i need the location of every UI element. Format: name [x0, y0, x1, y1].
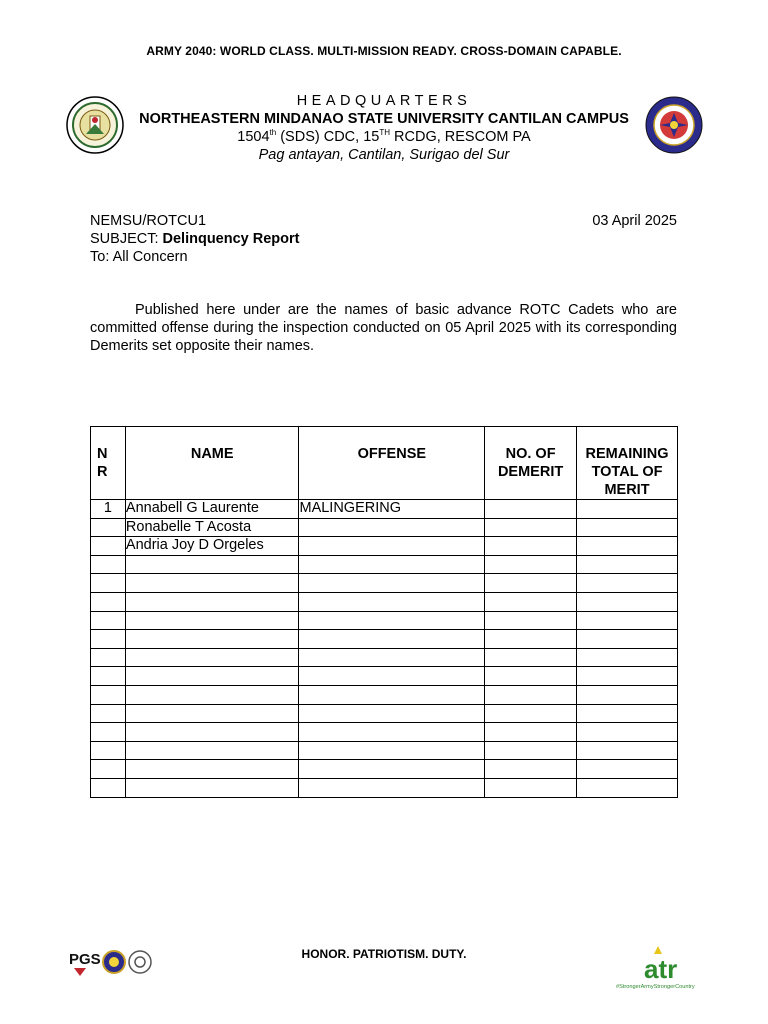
cell-nr	[91, 518, 126, 537]
cell-name	[125, 667, 299, 686]
cell-name	[125, 630, 299, 649]
pgs-logo-text: PGS	[69, 951, 101, 968]
cell-name: Andria Joy D Orgeles	[125, 537, 299, 556]
cell-offense	[299, 667, 485, 686]
certification-icon	[129, 951, 151, 973]
header-demerit: NO. OF DEMERIT	[485, 427, 577, 500]
cell-name	[125, 592, 299, 611]
cell-nr	[91, 555, 126, 574]
cell-offense	[299, 648, 485, 667]
table-row-empty	[91, 630, 678, 649]
cell-remaining	[577, 704, 678, 723]
cell-offense	[299, 592, 485, 611]
cell-demerit	[485, 630, 577, 649]
table-row-empty	[91, 778, 678, 797]
table-row-empty	[91, 648, 678, 667]
cell-demerit	[485, 667, 577, 686]
table-row	[91, 500, 678, 519]
table-body	[91, 500, 678, 798]
campus-address: Pag antayan, Cantilan, Surigao del Sur	[258, 147, 510, 163]
cell-remaining	[577, 760, 678, 779]
cell-offense	[299, 611, 485, 630]
cell-remaining	[577, 537, 678, 556]
cell-demerit	[485, 704, 577, 723]
cell-remaining	[577, 518, 678, 537]
cell-remaining	[577, 555, 678, 574]
cell-nr	[91, 592, 126, 611]
cell-nr	[91, 723, 126, 742]
pgs-logos	[68, 944, 156, 984]
table-row-empty	[91, 667, 678, 686]
table-row-empty	[91, 592, 678, 611]
cell-remaining	[577, 741, 678, 760]
table-row	[91, 537, 678, 556]
cell-name	[125, 611, 299, 630]
header-name: NAME	[125, 427, 299, 500]
cell-offense: MALINGERING	[299, 500, 485, 519]
header-offense: OFFENSE	[299, 427, 485, 500]
table-row-empty	[91, 574, 678, 593]
cell-nr	[91, 537, 126, 556]
body-paragraph: Published here under are the names of basic advance ROTC Cadets who are committed offense during the inspection conducted on 05 April 2025 with its corresponding Demerits set opposite their names.	[90, 302, 677, 354]
cell-remaining	[577, 611, 678, 630]
cell-demerit	[485, 741, 577, 760]
table-row	[91, 518, 678, 537]
memo-reference: NEMSU/ROTCU1	[90, 213, 207, 229]
table-row-empty	[91, 760, 678, 779]
cell-offense	[299, 518, 485, 537]
cell-remaining	[577, 723, 678, 742]
cell-offense	[299, 741, 485, 760]
atr-flame-icon	[654, 946, 662, 954]
header-remaining-merit: REMAINING TOTAL OF MERIT	[577, 427, 678, 500]
memo-date: 03 April 2025	[592, 213, 677, 229]
cell-demerit	[485, 778, 577, 797]
cell-offense	[299, 778, 485, 797]
cell-nr	[91, 685, 126, 704]
cell-offense	[299, 574, 485, 593]
cell-remaining	[577, 685, 678, 704]
cell-demerit	[485, 685, 577, 704]
cell-name	[125, 778, 299, 797]
table-row-empty	[91, 741, 678, 760]
cell-remaining	[577, 592, 678, 611]
cell-name: Ronabelle T Acosta	[125, 518, 299, 537]
cell-offense	[299, 760, 485, 779]
memo-subject: SUBJECT: Delinquency Report	[90, 231, 300, 247]
cell-offense	[299, 723, 485, 742]
university-name: NORTHEASTERN MINDANAO STATE UNIVERSITY CANTILAN CAMPUS	[139, 111, 629, 127]
army-motto: ARMY 2040: WORLD CLASS. MULTI-MISSION READY. CROSS-DOMAIN CAPABLE.	[146, 44, 622, 58]
cell-nr	[91, 648, 126, 667]
cell-nr	[91, 704, 126, 723]
cell-nr: 1	[91, 500, 126, 519]
cell-demerit	[485, 648, 577, 667]
atr-logo-text: atr	[644, 954, 678, 984]
cell-demerit	[485, 592, 577, 611]
cell-name	[125, 574, 299, 593]
table-row-empty	[91, 555, 678, 574]
cell-demerit	[485, 574, 577, 593]
memo-header	[90, 212, 677, 266]
cell-nr	[91, 760, 126, 779]
cell-nr	[91, 741, 126, 760]
cell-nr	[91, 630, 126, 649]
rotc-unit-seal-logo	[645, 96, 703, 154]
cell-offense	[299, 537, 485, 556]
cell-name	[125, 741, 299, 760]
cell-name	[125, 760, 299, 779]
cell-demerit	[485, 611, 577, 630]
table-row-empty	[91, 723, 678, 742]
memo-recipient: To: All Concern	[90, 249, 188, 265]
footer-motto: HONOR. PATRIOTISM. DUTY.	[301, 947, 467, 961]
cell-demerit	[485, 723, 577, 742]
cell-remaining	[577, 667, 678, 686]
table-row-empty	[91, 704, 678, 723]
cell-offense	[299, 630, 485, 649]
cell-nr	[91, 778, 126, 797]
table-row-empty	[91, 685, 678, 704]
pgs-emblem-icon	[74, 968, 86, 976]
cell-remaining	[577, 574, 678, 593]
cell-demerit	[485, 555, 577, 574]
cell-offense	[299, 685, 485, 704]
cell-demerit	[485, 500, 577, 519]
cell-remaining	[577, 778, 678, 797]
cell-name	[125, 685, 299, 704]
cell-name	[125, 555, 299, 574]
table-header-row	[91, 427, 678, 500]
cell-demerit	[485, 537, 577, 556]
cell-demerit	[485, 518, 577, 537]
cell-name	[125, 648, 299, 667]
cell-nr	[91, 574, 126, 593]
table-row-empty	[91, 611, 678, 630]
cell-name	[125, 723, 299, 742]
headquarters-title: HEADQUARTERS	[296, 93, 472, 109]
cell-remaining	[577, 500, 678, 519]
cell-nr	[91, 611, 126, 630]
cell-name	[125, 704, 299, 723]
cell-offense	[299, 555, 485, 574]
cell-offense	[299, 704, 485, 723]
unit-designation: 1504th (SDS) CDC, 15TH RCDG, RESCOM PA	[237, 128, 531, 145]
header-nr: N R	[91, 427, 126, 500]
cell-remaining	[577, 648, 678, 667]
cell-nr	[91, 667, 126, 686]
cell-remaining	[577, 630, 678, 649]
atr-logo	[614, 944, 706, 990]
atr-tagline: #StrongerArmyStrongerCountry	[616, 984, 695, 990]
delinquency-table	[90, 426, 678, 798]
cell-name: Annabell G Laurente	[125, 500, 299, 519]
cell-demerit	[485, 760, 577, 779]
